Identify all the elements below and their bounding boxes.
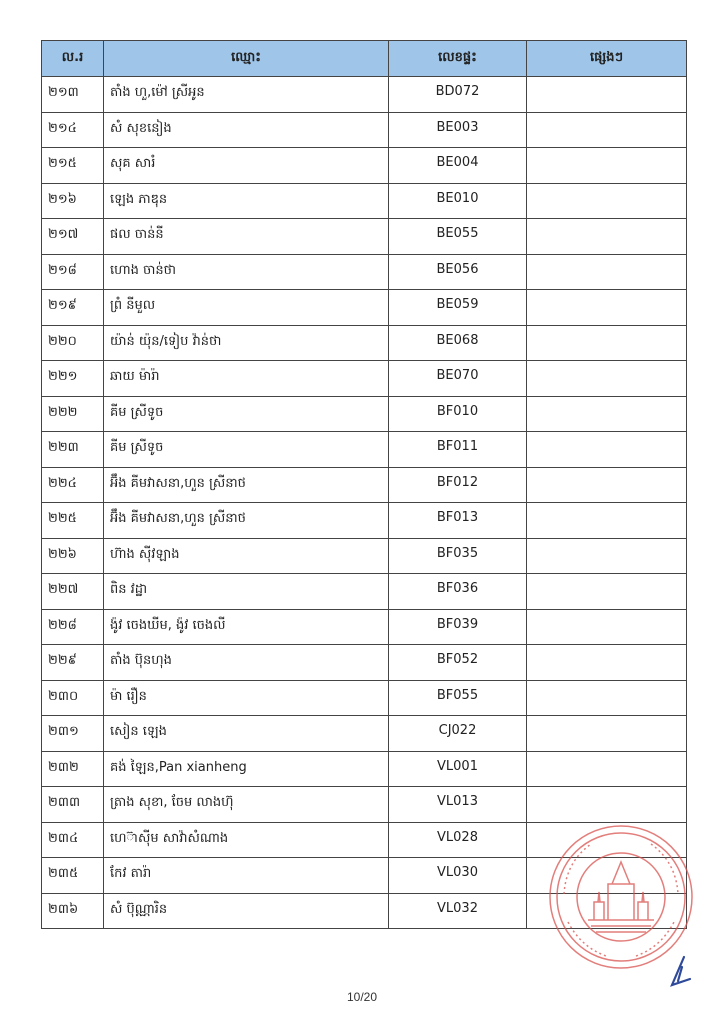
table-row xyxy=(42,325,687,361)
row-name: កែវ តារ៉ា xyxy=(104,858,389,894)
row-number: ២៣៦ xyxy=(42,893,104,929)
row-house-number: BE055 xyxy=(389,219,527,255)
row-name: តាំង ប៊ុនហុង xyxy=(104,645,389,681)
row-other xyxy=(527,574,687,610)
row-name: ម៉ា រឿន xyxy=(104,680,389,716)
row-name: គង់ ឡៃន,Pan xianheng xyxy=(104,751,389,787)
row-house-number: BF012 xyxy=(389,467,527,503)
row-house-number: BD072 xyxy=(389,77,527,113)
row-house-number: CJ022 xyxy=(389,716,527,752)
table-row xyxy=(42,467,687,503)
row-house-number: VL013 xyxy=(389,787,527,823)
row-house-number: BE056 xyxy=(389,254,527,290)
row-other xyxy=(527,787,687,823)
row-number: ២២៦ xyxy=(42,538,104,574)
table-row xyxy=(42,254,687,290)
row-name: គីម ស្រីទូច xyxy=(104,432,389,468)
row-name: សៀន ឡេង xyxy=(104,716,389,752)
row-house-number: BE004 xyxy=(389,148,527,184)
table-row xyxy=(42,112,687,148)
row-other xyxy=(527,112,687,148)
row-house-number: VL001 xyxy=(389,751,527,787)
official-seal-icon xyxy=(546,822,696,972)
row-name: ព្រំ នីមួល xyxy=(104,290,389,326)
table-body xyxy=(42,77,687,929)
row-other xyxy=(527,254,687,290)
row-name: ង៉ូវ ចេងឃីម, ង៉ូវ ចេងលី xyxy=(104,609,389,645)
row-number: ២២២ xyxy=(42,396,104,432)
row-other xyxy=(527,183,687,219)
row-number: ២២៣ xyxy=(42,432,104,468)
table-row xyxy=(42,361,687,397)
row-number: ២៣៤ xyxy=(42,822,104,858)
table-row xyxy=(42,680,687,716)
row-house-number: VL032 xyxy=(389,893,527,929)
row-other xyxy=(527,325,687,361)
row-number: ២១៨ xyxy=(42,254,104,290)
row-number: ២១៩ xyxy=(42,290,104,326)
row-number: ២៣១ xyxy=(42,716,104,752)
row-house-number: VL028 xyxy=(389,822,527,858)
row-number: ២២០ xyxy=(42,325,104,361)
table-row xyxy=(42,609,687,645)
table-row xyxy=(42,148,687,184)
header-no: ល.រ xyxy=(42,41,104,77)
table-row xyxy=(42,787,687,823)
row-house-number: BF010 xyxy=(389,396,527,432)
row-other xyxy=(527,219,687,255)
table-row xyxy=(42,183,687,219)
row-other xyxy=(527,77,687,113)
table-row xyxy=(42,716,687,752)
signature-mark-icon xyxy=(664,955,694,995)
page-number: 10/20 xyxy=(346,990,378,1004)
row-other xyxy=(527,645,687,681)
header-row xyxy=(42,41,687,77)
records-table xyxy=(41,40,687,929)
row-number: ២២៩ xyxy=(42,645,104,681)
row-other xyxy=(527,432,687,468)
row-name: គីម ស្រីទូច xyxy=(104,396,389,432)
table-row xyxy=(42,432,687,468)
row-other xyxy=(527,609,687,645)
row-number: ២២៥ xyxy=(42,503,104,539)
row-number: ២៣២ xyxy=(42,751,104,787)
row-house-number: BE010 xyxy=(389,183,527,219)
header-other: ផ្សេងៗ xyxy=(527,41,687,77)
row-name: ផល ចាន់នី xyxy=(104,219,389,255)
row-house-number: BE059 xyxy=(389,290,527,326)
row-name: សំ ប៊ុណ្ណារិន xyxy=(104,893,389,929)
row-name: ហ៊ាង ស៊ីវឡាង xyxy=(104,538,389,574)
row-house-number: VL030 xyxy=(389,858,527,894)
row-other xyxy=(527,361,687,397)
table-row xyxy=(42,751,687,787)
row-house-number: BE070 xyxy=(389,361,527,397)
header-house-number: លេខផ្ទះ xyxy=(389,41,527,77)
row-other xyxy=(527,538,687,574)
table-row xyxy=(42,77,687,113)
row-number: ២១៦ xyxy=(42,183,104,219)
table-row xyxy=(42,645,687,681)
row-number: ២១៥ xyxy=(42,148,104,184)
row-other xyxy=(527,751,687,787)
row-number: ២១៤ xyxy=(42,112,104,148)
row-house-number: BF052 xyxy=(389,645,527,681)
row-house-number: BE003 xyxy=(389,112,527,148)
row-other xyxy=(527,716,687,752)
row-house-number: BF039 xyxy=(389,609,527,645)
row-name: ឆាយ ម៉ារ៉ា xyxy=(104,361,389,397)
header-name: ឈ្មោះ xyxy=(104,41,389,77)
row-other xyxy=(527,148,687,184)
row-name: ហោង ចាន់ថា xyxy=(104,254,389,290)
row-number: ២២៧ xyxy=(42,574,104,610)
table-row xyxy=(42,503,687,539)
row-number: ២៣៥ xyxy=(42,858,104,894)
row-name: អ៊ឹង គីមវាសនា,ហួន ស្រីនាថ xyxy=(104,467,389,503)
row-house-number: BF013 xyxy=(389,503,527,539)
row-number: ២៣៣ xyxy=(42,787,104,823)
table-row xyxy=(42,396,687,432)
row-name: ពិន វដ្ឋា xyxy=(104,574,389,610)
row-other xyxy=(527,290,687,326)
row-other xyxy=(527,503,687,539)
row-other xyxy=(527,396,687,432)
row-other xyxy=(527,680,687,716)
row-name: អ៊ឹង គីមវាសនា,ហួន ស្រីនាថ xyxy=(104,503,389,539)
row-name: សុគ សារំ xyxy=(104,148,389,184)
row-name: ត្រាង សុខា, ចែម លាងហ៊ុ xyxy=(104,787,389,823)
row-house-number: BE068 xyxy=(389,325,527,361)
row-house-number: BF011 xyxy=(389,432,527,468)
row-number: ២១៧ xyxy=(42,219,104,255)
row-number: ២២៤ xyxy=(42,467,104,503)
row-name: ឡេង ភាឌុន xyxy=(104,183,389,219)
row-number: ២១៣ xyxy=(42,77,104,113)
table-row xyxy=(42,574,687,610)
row-house-number: BF035 xyxy=(389,538,527,574)
row-name: សំ សុខនៀង xyxy=(104,112,389,148)
row-name: យ៉ាន់ យ៉ុន/ទៀប វ៉ាន់ថា xyxy=(104,325,389,361)
table-row xyxy=(42,290,687,326)
row-name: តាំង ហួ,ម៉ៅ ស្រីអូន xyxy=(104,77,389,113)
row-name: ហេ៊ាស៊ីម សាវ៉ាសំណាង xyxy=(104,822,389,858)
table-row xyxy=(42,538,687,574)
row-number: ២៣០ xyxy=(42,680,104,716)
row-house-number: BF055 xyxy=(389,680,527,716)
row-number: ២២៨ xyxy=(42,609,104,645)
row-other xyxy=(527,467,687,503)
row-number: ២២១ xyxy=(42,361,104,397)
table-row xyxy=(42,219,687,255)
row-house-number: BF036 xyxy=(389,574,527,610)
